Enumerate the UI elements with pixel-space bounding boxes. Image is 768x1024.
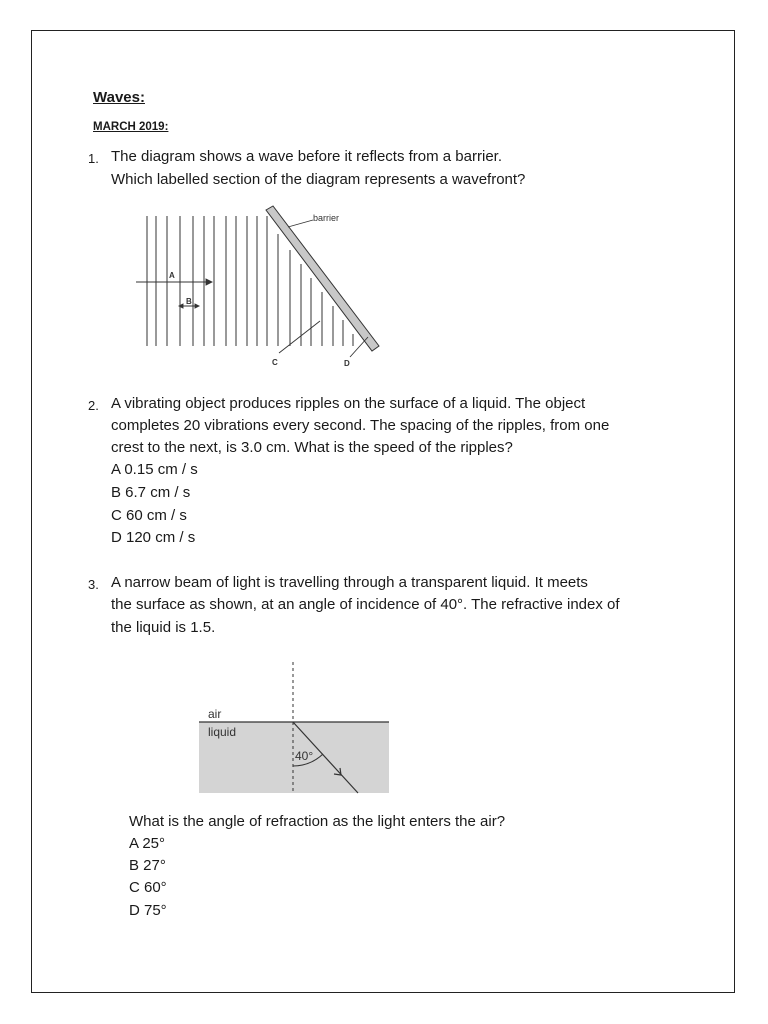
question-2-line-3: crest to the next, is 3.0 cm. What is the speed of the ripples? bbox=[111, 439, 513, 456]
question-3-prompt: What is the angle of refraction as the light enters the air? bbox=[129, 813, 506, 830]
question-3-number: 3. bbox=[88, 577, 99, 592]
question-3-option-a: A 25° bbox=[129, 835, 166, 852]
question-1-line-1: The diagram shows a wave before it reflects from a barrier. bbox=[111, 148, 502, 165]
question-2-option-c: C 60 cm / s bbox=[111, 507, 187, 524]
question-3-line-3: the liquid is 1.5. bbox=[111, 619, 216, 636]
wave-barrier-diagram bbox=[130, 200, 390, 375]
label-a: A bbox=[169, 271, 175, 280]
liquid-label: liquid bbox=[208, 725, 237, 739]
question-2-option-a: A 0.15 cm / s bbox=[111, 461, 198, 478]
question-2-line-1: A vibrating object produces ripples on the surface of a liquid. The object bbox=[111, 395, 586, 412]
page-title: Waves: bbox=[93, 89, 145, 106]
question-3-line-2: the surface as shown, at an angle of incidence of 40°. The refractive index of bbox=[111, 596, 620, 613]
question-3-line-1: A narrow beam of light is travelling through a transparent liquid. It meets bbox=[111, 574, 588, 591]
angle-label: 40° bbox=[295, 749, 314, 763]
question-2-option-b: B 6.7 cm / s bbox=[111, 484, 191, 501]
refraction-diagram bbox=[195, 660, 395, 800]
question-3-option-d: D 75° bbox=[129, 902, 167, 919]
question-3-option-c: C 60° bbox=[129, 879, 167, 896]
question-3-option-b: B 27° bbox=[129, 857, 166, 874]
air-label: air bbox=[208, 707, 222, 721]
question-2-option-d: D 120 cm / s bbox=[111, 529, 196, 546]
barrier-label: barrier bbox=[313, 213, 340, 223]
section-heading: MARCH 2019: bbox=[93, 121, 169, 133]
label-d: D bbox=[344, 359, 350, 368]
question-1-line-2: Which labelled section of the diagram represents a wavefront? bbox=[111, 171, 526, 188]
label-b: B bbox=[186, 297, 192, 306]
label-c: C bbox=[272, 358, 278, 367]
question-2-number: 2. bbox=[88, 398, 99, 413]
question-1-number: 1. bbox=[88, 151, 99, 166]
question-2-line-2: completes 20 vibrations every second. The spacing of the ripples, from one bbox=[111, 417, 610, 434]
